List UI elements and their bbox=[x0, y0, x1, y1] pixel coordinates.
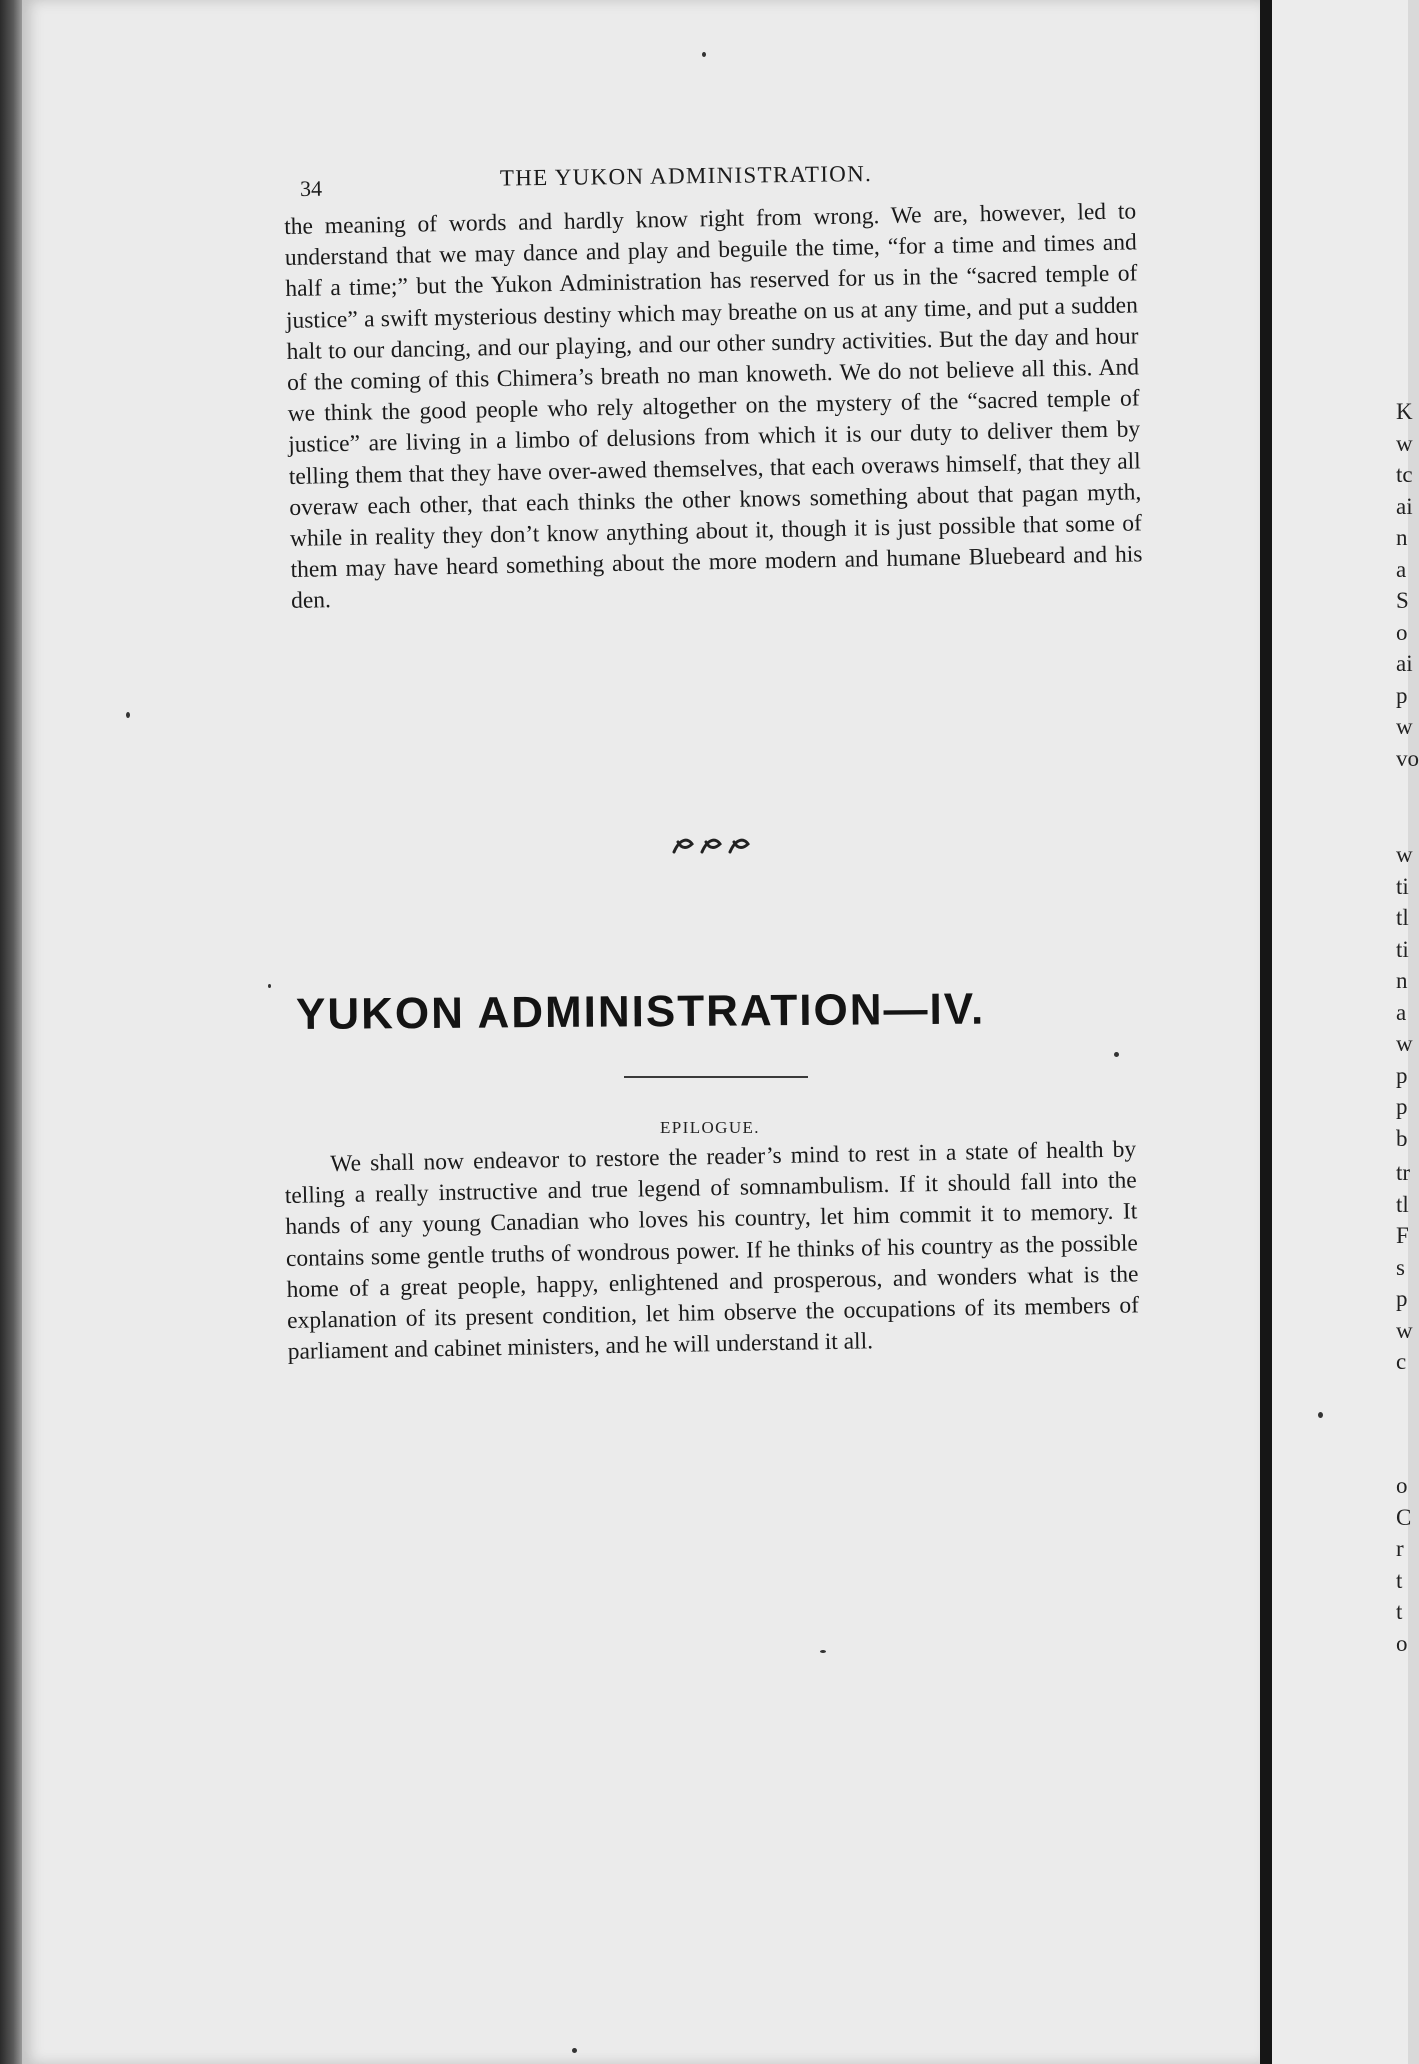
facing-page-line-fragment: o bbox=[1396, 1473, 1408, 1498]
facing-page-line-fragment: w bbox=[1396, 1317, 1413, 1343]
fleuron-ornament bbox=[668, 830, 758, 860]
print-speck bbox=[1318, 1412, 1323, 1418]
facing-page-line-fragment: w bbox=[1396, 430, 1413, 456]
print-speck bbox=[702, 52, 706, 57]
print-speck bbox=[820, 1650, 826, 1653]
facing-page-line-fragment: w bbox=[1396, 842, 1413, 867]
facing-page-line-fragment: ai bbox=[1396, 651, 1413, 676]
facing-page-line-fragment: S bbox=[1396, 588, 1409, 613]
facing-page-line-fragment: vo bbox=[1396, 745, 1419, 771]
paragraph-continued: the meaning of words and hardly know right from wrong. We are, however, led to understand that we may dance and play and beguile the time, “for a time and times and half a time;” but the Yukon Administration has reserved for us in the “sacred temple of justice” a swift mysterious destiny which may breathe on us at any time, and put a sudden halt to our dancing, and our playing, and our other sundry activities. But the day and hour of the coming of this Chimera’s breath no man knoweth. We do not believe all this. And we think the good people who rely altogether on the mystery of the “sacred temple of justice” are living in a limbo of delusions from which it is our duty to deliver them by telling them that they have over-awed themselves, that each overaws himself, that they all overaw each other, that each thinks the other knows something about that pagan myth, while in reality they don’t know anything about it, though it is just possible that some of them may have heard something about the more modern and humane Bluebeard and his den. bbox=[284, 198, 1143, 615]
running-title: THE YUKON ADMINISTRATION. bbox=[499, 161, 873, 191]
book-gutter bbox=[1260, 0, 1272, 2064]
title-rule bbox=[624, 1076, 808, 1078]
facing-page-line-fragment: p bbox=[1396, 1094, 1408, 1119]
facing-page-line-fragment: p bbox=[1396, 1286, 1408, 1311]
facing-page-line-fragment: w bbox=[1396, 1031, 1413, 1056]
scan-edge bbox=[0, 0, 22, 2064]
section-heading: EPILOGUE. bbox=[660, 1118, 760, 1137]
facing-page-line-fragment: K bbox=[1396, 399, 1413, 424]
book-page-right bbox=[1272, 0, 1419, 2064]
facing-page-line-fragment: ai bbox=[1396, 493, 1413, 519]
facing-page-line-fragment: t bbox=[1396, 1599, 1403, 1624]
facing-page-line-fragment: t bbox=[1396, 1567, 1403, 1593]
facing-page-line-fragment: ti bbox=[1396, 873, 1409, 899]
page-number: 34 bbox=[299, 175, 323, 201]
facing-page-line-fragment: c bbox=[1396, 1349, 1407, 1374]
facing-page-line-fragment: p bbox=[1396, 1062, 1408, 1088]
facing-page-line-fragment: n bbox=[1396, 968, 1408, 993]
print-speck bbox=[572, 2048, 577, 2053]
facing-page-line-fragment: a bbox=[1396, 999, 1407, 1025]
facing-page-line-fragment: tr bbox=[1396, 1160, 1411, 1185]
facing-page-line-fragment: w bbox=[1396, 714, 1413, 739]
print-speck bbox=[126, 712, 130, 718]
facing-page-line-fragment: ti bbox=[1396, 936, 1409, 962]
facing-page-line-fragment: tl bbox=[1396, 1191, 1409, 1217]
facing-page-line-fragment: o bbox=[1396, 619, 1408, 645]
print-speck bbox=[268, 984, 271, 988]
epilogue-paragraph: We shall now endeavor to restore the reader’s mind to rest in a state of health by telling a really instructive and true legend of somnambulism. If it should fall into the hands of any young Canadian who loves his country, let him commit it to memory. It contains some gentle truths of wondrous power. If he thinks of his country as the possible home of a great people, happy, enlightened and prosperous, and wonders what is the explanation of its present condition, let him observe the occupations of its members of parliament and cabinet ministers, and he will understand it all. bbox=[284, 1136, 1140, 1366]
facing-page-line-fragment: p bbox=[1396, 682, 1408, 708]
facing-page-line-fragment: F bbox=[1396, 1223, 1409, 1248]
facing-page-line-fragment: b bbox=[1396, 1125, 1408, 1151]
facing-page-line-fragment: r bbox=[1396, 1536, 1404, 1561]
print-speck bbox=[1114, 1052, 1119, 1057]
facing-page-line-fragment: n bbox=[1396, 525, 1408, 550]
facing-page-line-fragment: o bbox=[1396, 1630, 1408, 1656]
facing-page-line-fragment: C bbox=[1396, 1504, 1412, 1530]
facing-page-line-fragment: s bbox=[1396, 1254, 1405, 1280]
facing-page-line-fragment: a bbox=[1396, 556, 1407, 582]
chapter-title: YUKON ADMINISTRATION—IV. bbox=[295, 984, 986, 1039]
facing-page-line-fragment: tc bbox=[1396, 462, 1413, 487]
facing-page-line-fragment: tl bbox=[1396, 905, 1409, 930]
